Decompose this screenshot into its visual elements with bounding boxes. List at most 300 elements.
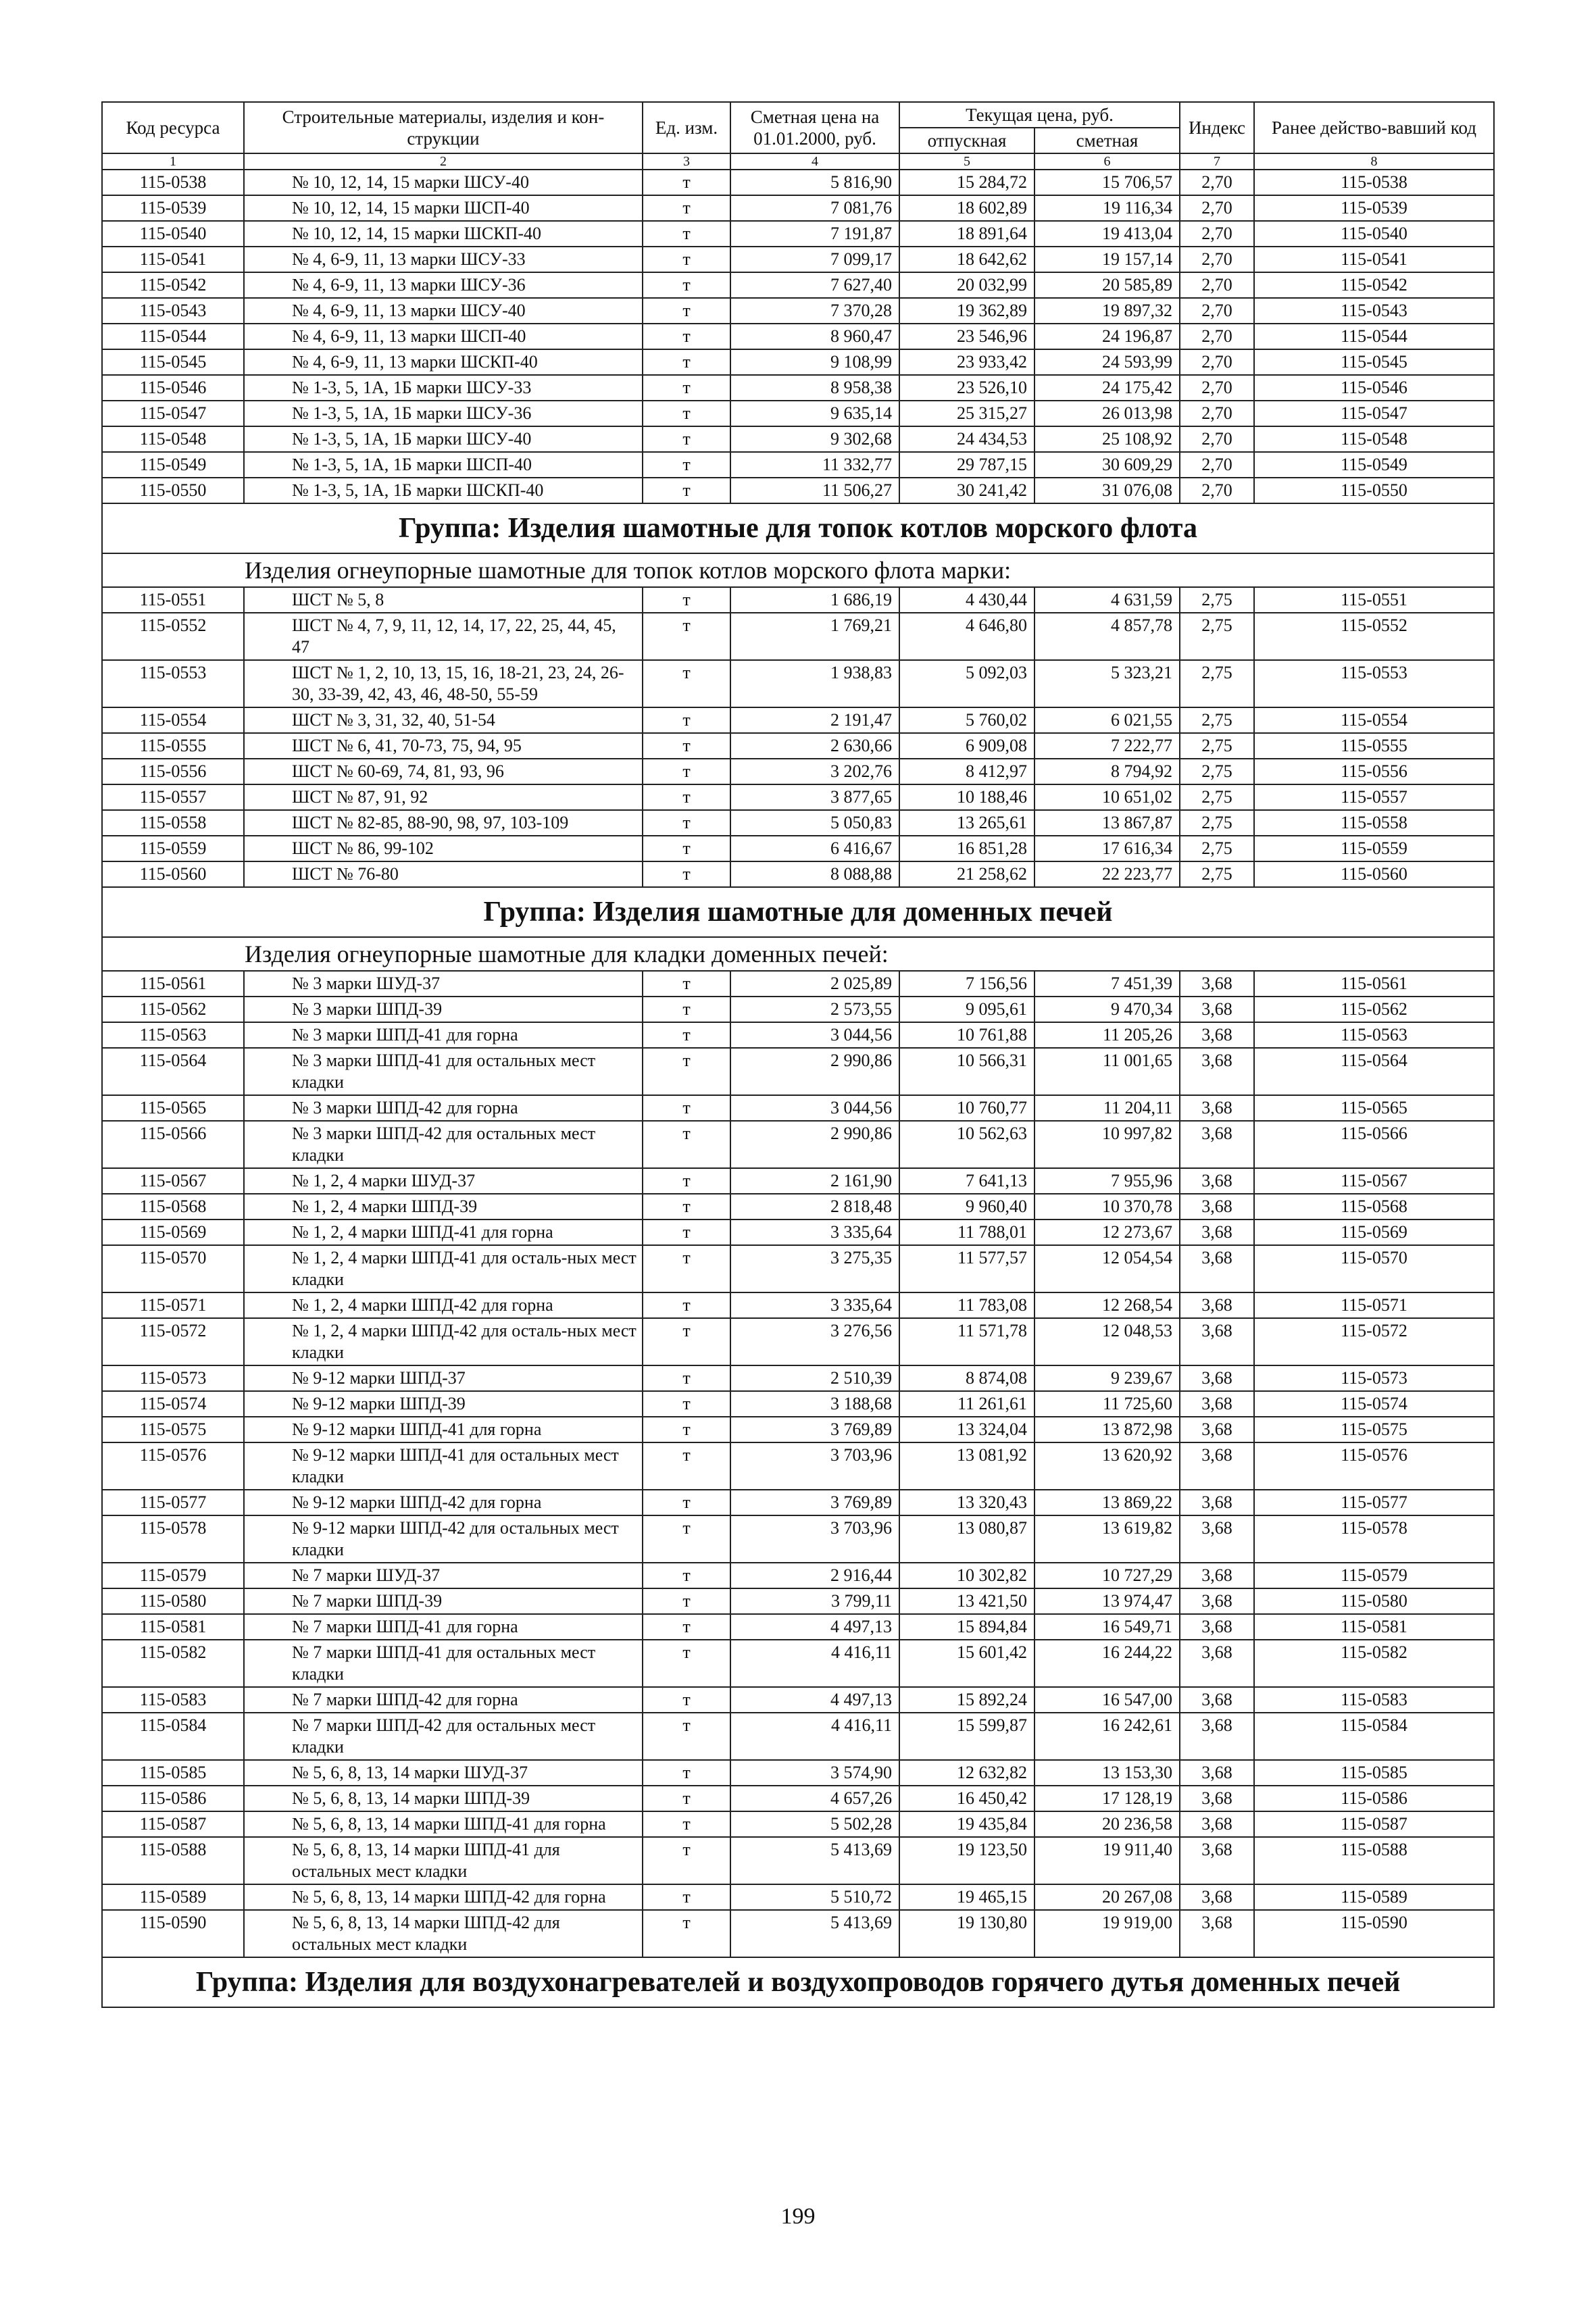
unit: т bbox=[643, 861, 730, 887]
base-price: 7 370,28 bbox=[730, 298, 899, 324]
index: 3,68 bbox=[1180, 1563, 1254, 1588]
material-name: № 5, 6, 8, 13, 14 марки ШПД-39 bbox=[244, 1786, 643, 1811]
index: 2,75 bbox=[1180, 613, 1254, 660]
section-1-rows bbox=[102, 170, 1494, 503]
table-row bbox=[102, 613, 1494, 660]
previous-code: 115-0574 bbox=[1254, 1391, 1494, 1417]
base-price: 2 990,86 bbox=[730, 1048, 899, 1095]
unit: т bbox=[643, 836, 730, 861]
release-price: 18 602,89 bbox=[899, 195, 1034, 221]
estimate-price: 19 413,04 bbox=[1034, 221, 1180, 247]
unit: т bbox=[643, 810, 730, 836]
unit: т bbox=[643, 324, 730, 349]
material-name: № 10, 12, 14, 15 марки ШСУ-40 bbox=[244, 170, 643, 195]
estimate-price: 13 872,98 bbox=[1034, 1417, 1180, 1442]
unit: т bbox=[643, 1563, 730, 1588]
previous-code: 115-0542 bbox=[1254, 272, 1494, 298]
base-price: 4 416,11 bbox=[730, 1640, 899, 1687]
index: 2,75 bbox=[1180, 836, 1254, 861]
previous-code: 115-0540 bbox=[1254, 221, 1494, 247]
unit: т bbox=[643, 375, 730, 401]
unit: т bbox=[643, 1417, 730, 1442]
previous-code: 115-0589 bbox=[1254, 1884, 1494, 1910]
index: 3,68 bbox=[1180, 997, 1254, 1022]
base-price: 2 916,44 bbox=[730, 1563, 899, 1588]
release-price: 15 892,24 bbox=[899, 1687, 1034, 1713]
release-price: 10 188,46 bbox=[899, 784, 1034, 810]
previous-code: 115-0548 bbox=[1254, 426, 1494, 452]
base-price: 11 506,27 bbox=[730, 478, 899, 503]
resource-code: 115-0583 bbox=[102, 1687, 244, 1713]
estimate-price: 19 897,32 bbox=[1034, 298, 1180, 324]
index: 2,70 bbox=[1180, 478, 1254, 503]
base-price: 2 161,90 bbox=[730, 1168, 899, 1194]
release-price: 11 788,01 bbox=[899, 1219, 1034, 1245]
estimate-price: 9 239,67 bbox=[1034, 1365, 1180, 1391]
estimate-price: 30 609,29 bbox=[1034, 452, 1180, 478]
col-num: 1 bbox=[102, 153, 244, 170]
header-prev-code: Ранее действо-вавший код bbox=[1254, 102, 1494, 153]
base-price: 1 686,19 bbox=[730, 587, 899, 613]
previous-code: 115-0579 bbox=[1254, 1563, 1494, 1588]
index: 3,68 bbox=[1180, 1365, 1254, 1391]
resource-code: 115-0579 bbox=[102, 1563, 244, 1588]
index: 3,68 bbox=[1180, 1022, 1254, 1048]
resource-code: 115-0538 bbox=[102, 170, 244, 195]
previous-code: 115-0577 bbox=[1254, 1490, 1494, 1515]
material-name: № 9-12 марки ШПД-41 для горна bbox=[244, 1417, 643, 1442]
material-name: № 9-12 марки ШПД-41 для остальных мест кладки bbox=[244, 1442, 643, 1490]
resource-code: 115-0539 bbox=[102, 195, 244, 221]
release-price: 13 081,92 bbox=[899, 1442, 1034, 1490]
estimate-price: 15 706,57 bbox=[1034, 170, 1180, 195]
index: 3,68 bbox=[1180, 1614, 1254, 1640]
previous-code: 115-0583 bbox=[1254, 1687, 1494, 1713]
index: 3,68 bbox=[1180, 1884, 1254, 1910]
release-price: 30 241,42 bbox=[899, 478, 1034, 503]
base-price: 3 877,65 bbox=[730, 784, 899, 810]
material-name: № 7 марки ШУД-37 bbox=[244, 1563, 643, 1588]
base-price: 3 044,56 bbox=[730, 1095, 899, 1121]
table-row bbox=[102, 1563, 1494, 1588]
release-price: 24 434,53 bbox=[899, 426, 1034, 452]
base-price: 2 630,66 bbox=[730, 733, 899, 759]
table-row bbox=[102, 1614, 1494, 1640]
table-row bbox=[102, 997, 1494, 1022]
table-row bbox=[102, 1391, 1494, 1417]
resource-code: 115-0567 bbox=[102, 1168, 244, 1194]
table-row bbox=[102, 1318, 1494, 1365]
section-2-rows bbox=[102, 587, 1494, 887]
resource-code: 115-0582 bbox=[102, 1640, 244, 1687]
resource-code: 115-0552 bbox=[102, 613, 244, 660]
material-name: № 3 марки ШПД-41 для горна bbox=[244, 1022, 643, 1048]
table-row bbox=[102, 707, 1494, 733]
material-name: № 1, 2, 4 марки ШПД-41 для осталь-ных мест кладки bbox=[244, 1245, 643, 1292]
resource-code: 115-0578 bbox=[102, 1515, 244, 1563]
unit: т bbox=[643, 1292, 730, 1318]
index: 3,68 bbox=[1180, 1490, 1254, 1515]
release-price: 23 546,96 bbox=[899, 324, 1034, 349]
previous-code: 115-0578 bbox=[1254, 1515, 1494, 1563]
release-price: 25 315,27 bbox=[899, 401, 1034, 426]
release-price: 9 960,40 bbox=[899, 1194, 1034, 1219]
base-price: 3 335,64 bbox=[730, 1292, 899, 1318]
table-row bbox=[102, 298, 1494, 324]
material-name: № 1, 2, 4 марки ШУД-37 bbox=[244, 1168, 643, 1194]
estimate-price: 11 001,65 bbox=[1034, 1048, 1180, 1095]
estimate-price: 25 108,92 bbox=[1034, 426, 1180, 452]
unit: т bbox=[643, 587, 730, 613]
header-index: Индекс bbox=[1180, 102, 1254, 153]
resource-code: 115-0544 bbox=[102, 324, 244, 349]
index: 3,68 bbox=[1180, 1687, 1254, 1713]
material-name: № 3 марки ШПД-42 для остальных мест кладки bbox=[244, 1121, 643, 1168]
resource-code: 115-0566 bbox=[102, 1121, 244, 1168]
header-base-price: Сметная цена на 01.01.2000, руб. bbox=[730, 102, 899, 153]
resource-code: 115-0569 bbox=[102, 1219, 244, 1245]
resource-code: 115-0588 bbox=[102, 1837, 244, 1884]
material-name: № 7 марки ШПД-42 для остальных мест кладки bbox=[244, 1713, 643, 1760]
previous-code: 115-0568 bbox=[1254, 1194, 1494, 1219]
header-name: Строительные материалы, изделия и кон-струкции bbox=[244, 102, 643, 153]
resource-code: 115-0590 bbox=[102, 1910, 244, 1957]
estimate-price: 6 021,55 bbox=[1034, 707, 1180, 733]
unit: т bbox=[643, 195, 730, 221]
previous-code: 115-0551 bbox=[1254, 587, 1494, 613]
estimate-price: 10 727,29 bbox=[1034, 1563, 1180, 1588]
estimate-price: 24 175,42 bbox=[1034, 375, 1180, 401]
base-price: 2 818,48 bbox=[730, 1194, 899, 1219]
table-row bbox=[102, 1417, 1494, 1442]
base-price: 5 816,90 bbox=[730, 170, 899, 195]
subgroup-title: Изделия огнеупорные шамотные для кладки доменных печей: bbox=[102, 937, 1494, 971]
table-row bbox=[102, 452, 1494, 478]
previous-code: 115-0563 bbox=[1254, 1022, 1494, 1048]
material-name: ШСТ № 82-85, 88-90, 98, 97, 103-109 bbox=[244, 810, 643, 836]
release-price: 10 562,63 bbox=[899, 1121, 1034, 1168]
unit: т bbox=[643, 1219, 730, 1245]
previous-code: 115-0572 bbox=[1254, 1318, 1494, 1365]
base-price: 4 497,13 bbox=[730, 1687, 899, 1713]
index: 3,68 bbox=[1180, 1292, 1254, 1318]
material-name: № 7 марки ШПД-42 для горна bbox=[244, 1687, 643, 1713]
table-row bbox=[102, 1640, 1494, 1687]
table-row bbox=[102, 587, 1494, 613]
base-price: 2 025,89 bbox=[730, 971, 899, 997]
material-name: № 4, 6-9, 11, 13 марки ШСУ-36 bbox=[244, 272, 643, 298]
unit: т bbox=[643, 1884, 730, 1910]
material-name: № 1-3, 5, 1А, 1Б марки ШСУ-40 bbox=[244, 426, 643, 452]
table-row bbox=[102, 1884, 1494, 1910]
estimate-price: 17 616,34 bbox=[1034, 836, 1180, 861]
table-row bbox=[102, 401, 1494, 426]
base-price: 3 769,89 bbox=[730, 1490, 899, 1515]
resource-code: 115-0575 bbox=[102, 1417, 244, 1442]
estimate-price: 13 153,30 bbox=[1034, 1760, 1180, 1786]
material-name: № 5, 6, 8, 13, 14 марки ШПД-42 для остальных мест кладки bbox=[244, 1910, 643, 1957]
release-price: 6 909,08 bbox=[899, 733, 1034, 759]
unit: т bbox=[643, 759, 730, 784]
material-name: ШСТ № 1, 2, 10, 13, 15, 16, 18-21, 23, 24, 26-30, 33-39, 42, 43, 46, 48-50, 55-59 bbox=[244, 660, 643, 707]
release-price: 11 261,61 bbox=[899, 1391, 1034, 1417]
unit: т bbox=[643, 272, 730, 298]
previous-code: 115-0567 bbox=[1254, 1168, 1494, 1194]
resource-code: 115-0580 bbox=[102, 1588, 244, 1614]
release-price: 15 599,87 bbox=[899, 1713, 1034, 1760]
group-title: Группа: Изделия для воздухонагревателей и воздухопроводов горячего дутья доменных печей bbox=[102, 1957, 1494, 2007]
estimate-price: 26 013,98 bbox=[1034, 401, 1180, 426]
previous-code: 115-0553 bbox=[1254, 660, 1494, 707]
resource-code: 115-0551 bbox=[102, 587, 244, 613]
release-price: 13 080,87 bbox=[899, 1515, 1034, 1563]
index: 3,68 bbox=[1180, 1391, 1254, 1417]
base-price: 3 276,56 bbox=[730, 1318, 899, 1365]
resource-code: 115-0589 bbox=[102, 1884, 244, 1910]
release-price: 10 566,31 bbox=[899, 1048, 1034, 1095]
previous-code: 115-0557 bbox=[1254, 784, 1494, 810]
unit: т bbox=[643, 1811, 730, 1837]
base-price: 3 188,68 bbox=[730, 1391, 899, 1417]
material-name: № 5, 6, 8, 13, 14 марки ШУД-37 bbox=[244, 1760, 643, 1786]
release-price: 7 641,13 bbox=[899, 1168, 1034, 1194]
base-price: 4 497,13 bbox=[730, 1614, 899, 1640]
estimate-price: 16 242,61 bbox=[1034, 1713, 1180, 1760]
unit: т bbox=[643, 1614, 730, 1640]
index: 3,68 bbox=[1180, 1713, 1254, 1760]
release-price: 10 760,77 bbox=[899, 1095, 1034, 1121]
release-price: 11 577,57 bbox=[899, 1245, 1034, 1292]
index: 2,75 bbox=[1180, 707, 1254, 733]
resource-code: 115-0571 bbox=[102, 1292, 244, 1318]
unit: т bbox=[643, 1910, 730, 1957]
table-row bbox=[102, 1837, 1494, 1884]
table-row bbox=[102, 1121, 1494, 1168]
release-price: 10 302,82 bbox=[899, 1563, 1034, 1588]
estimate-price: 5 323,21 bbox=[1034, 660, 1180, 707]
material-name: № 9-12 марки ШПД-42 для горна bbox=[244, 1490, 643, 1515]
base-price: 2 191,47 bbox=[730, 707, 899, 733]
material-name: ШСТ № 60-69, 74, 81, 93, 96 bbox=[244, 759, 643, 784]
index: 2,70 bbox=[1180, 247, 1254, 272]
resource-code: 115-0542 bbox=[102, 272, 244, 298]
table-row bbox=[102, 1811, 1494, 1837]
material-name: № 3 марки ШУД-37 bbox=[244, 971, 643, 997]
previous-code: 115-0586 bbox=[1254, 1786, 1494, 1811]
base-price: 2 510,39 bbox=[730, 1365, 899, 1391]
resource-code: 115-0559 bbox=[102, 836, 244, 861]
base-price: 7 627,40 bbox=[730, 272, 899, 298]
release-price: 11 571,78 bbox=[899, 1318, 1034, 1365]
release-price: 5 760,02 bbox=[899, 707, 1034, 733]
unit: т bbox=[643, 1760, 730, 1786]
unit: т bbox=[643, 426, 730, 452]
table-row bbox=[102, 660, 1494, 707]
material-name: № 9-12 марки ШПД-37 bbox=[244, 1365, 643, 1391]
table-row bbox=[102, 426, 1494, 452]
table-row bbox=[102, 1515, 1494, 1563]
material-name: ШСТ № 5, 8 bbox=[244, 587, 643, 613]
previous-code: 115-0562 bbox=[1254, 997, 1494, 1022]
table-row bbox=[102, 1365, 1494, 1391]
release-price: 11 783,08 bbox=[899, 1292, 1034, 1318]
resource-code: 115-0554 bbox=[102, 707, 244, 733]
release-price: 20 032,99 bbox=[899, 272, 1034, 298]
previous-code: 115-0570 bbox=[1254, 1245, 1494, 1292]
previous-code: 115-0584 bbox=[1254, 1713, 1494, 1760]
resource-code: 115-0547 bbox=[102, 401, 244, 426]
release-price: 12 632,82 bbox=[899, 1760, 1034, 1786]
table-row bbox=[102, 1022, 1494, 1048]
resource-code: 115-0576 bbox=[102, 1442, 244, 1490]
unit: т bbox=[643, 1786, 730, 1811]
previous-code: 115-0560 bbox=[1254, 861, 1494, 887]
material-name: № 5, 6, 8, 13, 14 марки ШПД-41 для горна bbox=[244, 1811, 643, 1837]
unit: т bbox=[643, 660, 730, 707]
base-price: 5 050,83 bbox=[730, 810, 899, 836]
material-name: № 4, 6-9, 11, 13 марки ШСУ-33 bbox=[244, 247, 643, 272]
base-price: 7 099,17 bbox=[730, 247, 899, 272]
material-name: № 7 марки ШПД-41 для горна bbox=[244, 1614, 643, 1640]
base-price: 7 081,76 bbox=[730, 195, 899, 221]
release-price: 23 526,10 bbox=[899, 375, 1034, 401]
estimate-price: 19 919,00 bbox=[1034, 1910, 1180, 1957]
index: 2,70 bbox=[1180, 426, 1254, 452]
base-price: 9 302,68 bbox=[730, 426, 899, 452]
material-name: ШСТ № 86, 99-102 bbox=[244, 836, 643, 861]
estimate-price: 4 631,59 bbox=[1034, 587, 1180, 613]
previous-code: 115-0550 bbox=[1254, 478, 1494, 503]
previous-code: 115-0575 bbox=[1254, 1417, 1494, 1442]
previous-code: 115-0555 bbox=[1254, 733, 1494, 759]
estimate-price: 13 619,82 bbox=[1034, 1515, 1180, 1563]
estimate-price: 10 370,78 bbox=[1034, 1194, 1180, 1219]
table-row bbox=[102, 1588, 1494, 1614]
price-table bbox=[101, 101, 1495, 2008]
index: 2,75 bbox=[1180, 784, 1254, 810]
material-name: № 5, 6, 8, 13, 14 марки ШПД-41 для остальных мест кладки bbox=[244, 1837, 643, 1884]
unit: т bbox=[643, 1365, 730, 1391]
material-name: № 3 марки ШПД-42 для горна bbox=[244, 1095, 643, 1121]
estimate-price: 13 869,22 bbox=[1034, 1490, 1180, 1515]
base-price: 3 574,90 bbox=[730, 1760, 899, 1786]
section-3-rows bbox=[102, 971, 1494, 1957]
previous-code: 115-0587 bbox=[1254, 1811, 1494, 1837]
section-4 bbox=[102, 1957, 1494, 2007]
material-name: № 10, 12, 14, 15 марки ШСКП-40 bbox=[244, 221, 643, 247]
resource-code: 115-0555 bbox=[102, 733, 244, 759]
unit: т bbox=[643, 298, 730, 324]
table-row bbox=[102, 1442, 1494, 1490]
material-name: № 1, 2, 4 марки ШПД-42 для горна bbox=[244, 1292, 643, 1318]
release-price: 16 450,42 bbox=[899, 1786, 1034, 1811]
table-row bbox=[102, 1219, 1494, 1245]
base-price: 2 573,55 bbox=[730, 997, 899, 1022]
previous-code: 115-0556 bbox=[1254, 759, 1494, 784]
table-row bbox=[102, 170, 1494, 195]
index: 3,68 bbox=[1180, 1515, 1254, 1563]
index: 2,70 bbox=[1180, 349, 1254, 375]
resource-code: 115-0550 bbox=[102, 478, 244, 503]
table-row bbox=[102, 861, 1494, 887]
estimate-price: 13 974,47 bbox=[1034, 1588, 1180, 1614]
material-name: № 10, 12, 14, 15 марки ШСП-40 bbox=[244, 195, 643, 221]
release-price: 7 156,56 bbox=[899, 971, 1034, 997]
release-price: 19 130,80 bbox=[899, 1910, 1034, 1957]
table-row bbox=[102, 810, 1494, 836]
subgroup-title: Изделия огнеупорные шамотные для топок котлов морского флота марки: bbox=[102, 553, 1494, 587]
material-name: № 7 марки ШПД-39 bbox=[244, 1588, 643, 1614]
estimate-price: 8 794,92 bbox=[1034, 759, 1180, 784]
previous-code: 115-0554 bbox=[1254, 707, 1494, 733]
table-row bbox=[102, 221, 1494, 247]
index: 3,68 bbox=[1180, 1837, 1254, 1884]
resource-code: 115-0574 bbox=[102, 1391, 244, 1417]
table-row bbox=[102, 1048, 1494, 1095]
material-name: ШСТ № 3, 31, 32, 40, 51-54 bbox=[244, 707, 643, 733]
release-price: 19 123,50 bbox=[899, 1837, 1034, 1884]
material-name: № 1, 2, 4 марки ШПД-39 bbox=[244, 1194, 643, 1219]
previous-code: 115-0580 bbox=[1254, 1588, 1494, 1614]
release-price: 13 320,43 bbox=[899, 1490, 1034, 1515]
resource-code: 115-0568 bbox=[102, 1194, 244, 1219]
material-name: № 9-12 марки ШПД-39 bbox=[244, 1391, 643, 1417]
previous-code: 115-0571 bbox=[1254, 1292, 1494, 1318]
release-price: 19 435,84 bbox=[899, 1811, 1034, 1837]
resource-code: 115-0545 bbox=[102, 349, 244, 375]
estimate-price: 9 470,34 bbox=[1034, 997, 1180, 1022]
previous-code: 115-0565 bbox=[1254, 1095, 1494, 1121]
table-row bbox=[102, 247, 1494, 272]
header-unit: Ед. изм. bbox=[643, 102, 730, 153]
base-price: 3 044,56 bbox=[730, 1022, 899, 1048]
resource-code: 115-0563 bbox=[102, 1022, 244, 1048]
previous-code: 115-0569 bbox=[1254, 1219, 1494, 1245]
estimate-price: 16 244,22 bbox=[1034, 1640, 1180, 1687]
release-price: 19 465,15 bbox=[899, 1884, 1034, 1910]
estimate-price: 16 549,71 bbox=[1034, 1614, 1180, 1640]
unit: т bbox=[643, 1442, 730, 1490]
estimate-price: 19 116,34 bbox=[1034, 195, 1180, 221]
estimate-price: 4 857,78 bbox=[1034, 613, 1180, 660]
base-price: 8 960,47 bbox=[730, 324, 899, 349]
material-name: ШСТ № 4, 7, 9, 11, 12, 14, 17, 22, 25, 44, 45, 47 bbox=[244, 613, 643, 660]
table-row bbox=[102, 1095, 1494, 1121]
previous-code: 115-0558 bbox=[1254, 810, 1494, 836]
unit: т bbox=[643, 997, 730, 1022]
table-row bbox=[102, 836, 1494, 861]
release-price: 15 601,42 bbox=[899, 1640, 1034, 1687]
index: 3,68 bbox=[1180, 1910, 1254, 1957]
table-row bbox=[102, 1713, 1494, 1760]
release-price: 10 761,88 bbox=[899, 1022, 1034, 1048]
material-name: № 4, 6-9, 11, 13 марки ШСКП-40 bbox=[244, 349, 643, 375]
estimate-price: 10 997,82 bbox=[1034, 1121, 1180, 1168]
table-row bbox=[102, 272, 1494, 298]
index: 2,70 bbox=[1180, 195, 1254, 221]
release-price: 8 874,08 bbox=[899, 1365, 1034, 1391]
index: 2,70 bbox=[1180, 298, 1254, 324]
index: 2,75 bbox=[1180, 861, 1254, 887]
col-num: 7 bbox=[1180, 153, 1254, 170]
index: 3,68 bbox=[1180, 1442, 1254, 1490]
release-price: 5 092,03 bbox=[899, 660, 1034, 707]
resource-code: 115-0549 bbox=[102, 452, 244, 478]
base-price: 3 275,35 bbox=[730, 1245, 899, 1292]
unit: т bbox=[643, 1168, 730, 1194]
table-row bbox=[102, 1490, 1494, 1515]
index: 3,68 bbox=[1180, 1245, 1254, 1292]
